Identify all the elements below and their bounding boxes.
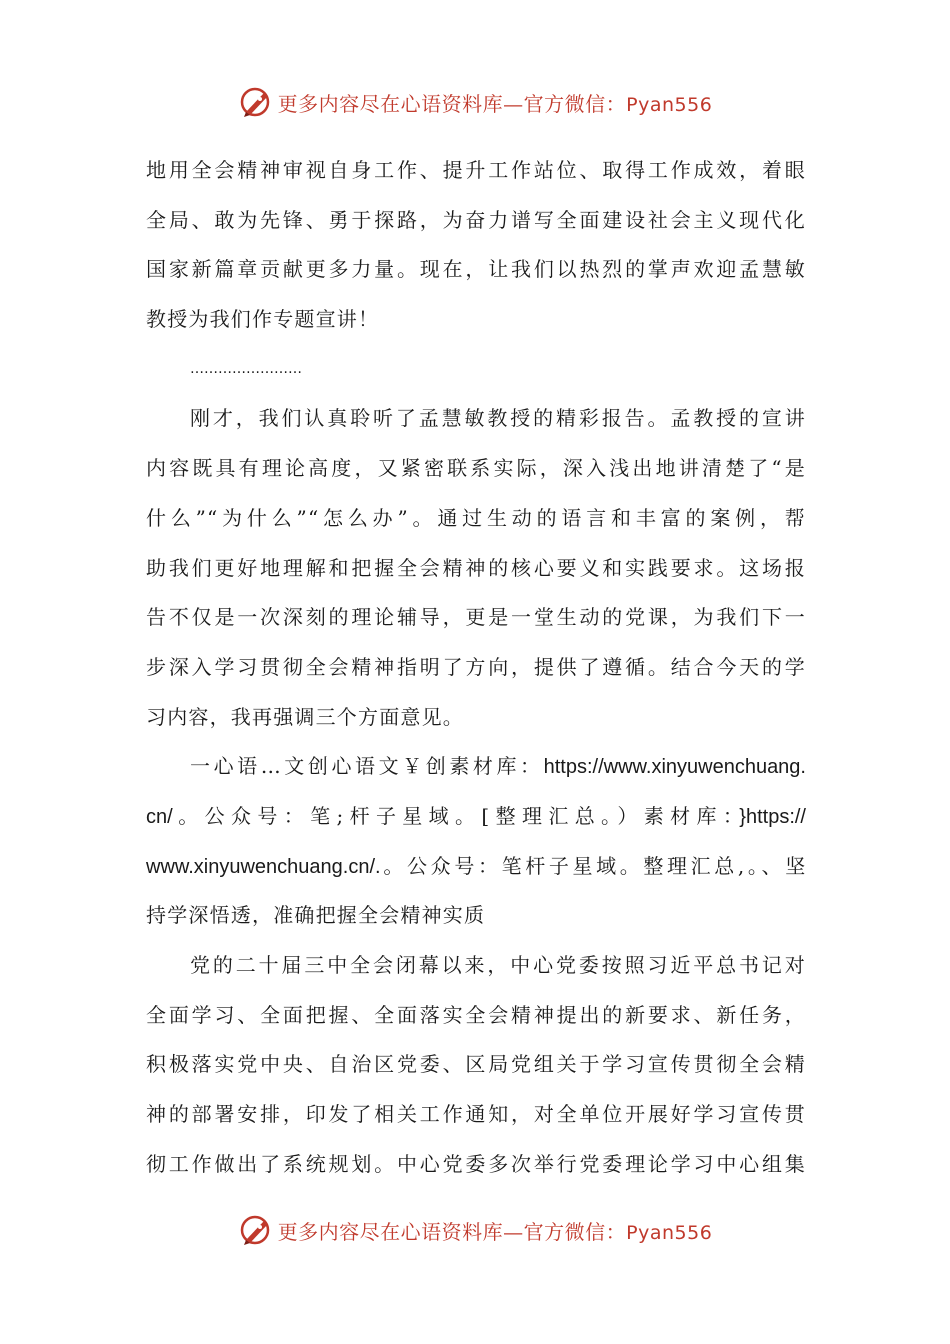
watermark-line: cn/。公众号：笔;杆子星域。[整理汇总。）素材库：}https:// [146,803,806,828]
text-line: 内容既具有理论高度，又紧密联系实际，深入浅出地讲清楚了“是 [146,456,806,481]
text-line: 彻工作做出了系统规划。中心党委多次举行党委理论学习中心组集 [146,1151,806,1176]
text-line: 助我们更好地理解和把握全会精神的核心要义和实践要求。这场报 [146,555,806,580]
text-line: 持学深悟透，准确把握全会精神实质 [146,903,486,928]
text-line: 习内容，我再强调三个方面意见。 [146,704,464,729]
document-body [146,146,806,1189]
text-line: 积极落实党中央、自治区党委、区局党组关于学习宣传贯彻全会精 [146,1052,806,1077]
text-line: 全局、敢为先锋、勇于探路，为奋力谱写全面建设社会主义现代化 [146,207,806,232]
text-line: 地用全会精神审视自身工作、提升工作站位、取得工作成效，着眼 [146,158,806,182]
footer-handle: Pyan556 [626,1221,713,1244]
text-line: 国家新篇章贡献更多力量。现在，让我们以热烈的掌声欢迎孟慧敏 [146,257,806,282]
footer-text: 更多内容尽在心语资料库—官方微信：Pyan556 [277,1219,713,1244]
pen-logo-icon [238,1212,274,1248]
text-line: 教授为我们作专题宣讲！ [146,307,380,332]
text-line: 神的部署安排，印发了相关工作通知，对全单位开展好学习宣传贯 [146,1102,806,1127]
text-line: 告不仅是一次深刻的理论辅导，更是一堂生动的党课，为我们下一 [146,605,806,630]
header-text: 更多内容尽在心语资料库—官方微信：Pyan556 [277,91,713,116]
text-line: 步深入学习贯彻全会精神指明了方向，提供了遵循。结合今天的学 [146,654,806,679]
text-line: 什么”“为什么”“怎么办”。通过生动的语言和丰富的案例，帮 [146,505,806,530]
text-line: 党的二十届三中全会闭幕以来，中心党委按照习近平总书记对 [190,953,806,977]
header-banner [0,80,950,124]
watermark-line: www.xinyuwenchuang.cn/.。公众号：笔杆子星域。整理汇总,。、坚 [146,853,806,878]
pen-logo-icon [238,84,274,120]
watermark-line: 一心语…文创心语文￥创素材库：https://www.xinyuwenchuang. [190,754,806,779]
header-handle: Pyan556 [626,93,713,116]
footer-banner [0,1208,950,1252]
text-line: 刚才，我们认真聆听了孟慧敏教授的精彩报告。孟教授的宣讲 [190,406,806,431]
ellipsis-line: …………………… [190,360,302,377]
text-line: 全面学习、全面把握、全面落实全会精神提出的新要求、新任务， [146,1002,806,1027]
